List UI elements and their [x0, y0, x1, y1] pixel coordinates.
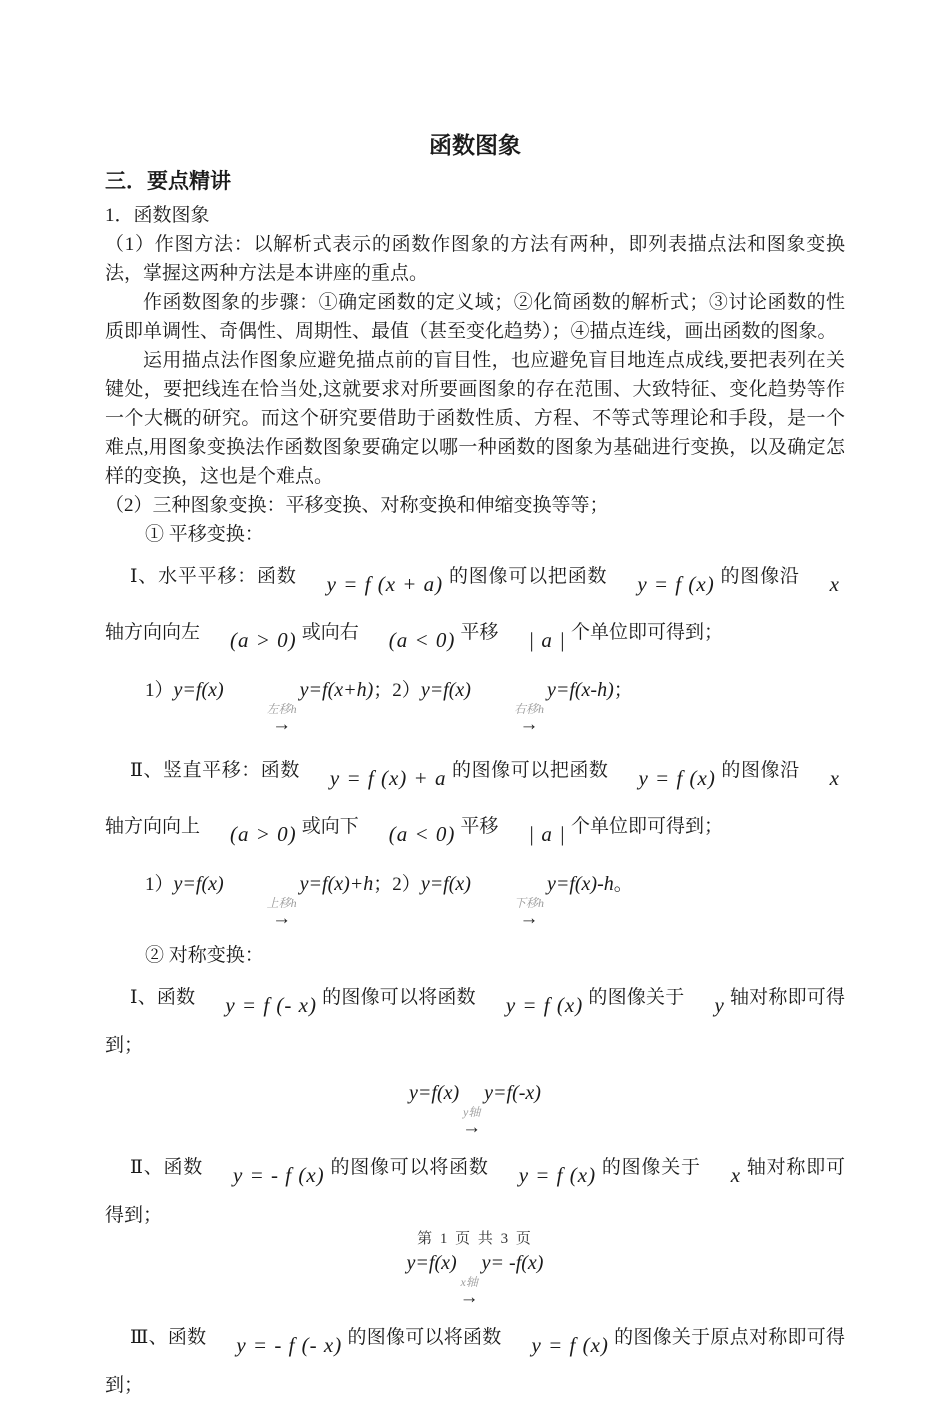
text-run: 的图像关于原点对称即可得到；: [105, 1327, 845, 1396]
text-run: Ⅰ、水平平移：函数: [130, 566, 297, 587]
math-y-equals-f-x: y=f(x): [406, 1252, 457, 1274]
rule-horizontal-shift: [105, 675, 845, 733]
math-y-equals-f-x: y=f(x): [173, 679, 224, 701]
rule-separator: ；2）: [373, 680, 421, 701]
math-x-axis-var: x: [730, 1163, 742, 1187]
list-item-function-graph: 1．函数图象: [105, 205, 210, 226]
math-y-equals-f-x-minus-h-outside: y=f(x)-h: [546, 873, 614, 895]
text-run: Ⅲ、函数: [130, 1327, 207, 1348]
math-y-axis-var: y: [714, 993, 725, 1017]
rule-number: 1）: [145, 874, 174, 895]
text-run: 的图像沿: [719, 566, 800, 587]
text-run: 平移: [460, 816, 499, 837]
text-run: 轴对称即可得到；: [105, 1157, 845, 1226]
math-y-equals-f-x: y = f (x): [637, 572, 715, 596]
rule-reflect-y-axis: [105, 1078, 845, 1136]
text-run: 的图像沿: [720, 760, 800, 781]
paragraph-plotting-advice: 运用描点法作图象应避免描点前的盲目性，也应避免盲目地连点成线,要把表列在关键处，要把线连在恰当处,这就要求对所要画图象的存在范围、大致特征、变化趋势等作一个大概的研究。而这个研究要借助于函数性质、方程、不等式等理论和手段，是一个难点,用图象变换法作函数图象要确定以哪一种函数的图象为基础进行变换，以及确定怎样的变换，这也是个难点。: [105, 350, 845, 487]
right-arrow-icon: →: [272, 714, 292, 735]
math-y-equals-neg-f-x: y= -f(x): [481, 1252, 544, 1274]
paragraph-symmetry-y-axis: [105, 974, 845, 1070]
math-abs-a: | a |: [528, 822, 566, 846]
heading-symmetry-transform: ② 对称变换：: [145, 945, 264, 966]
arrow-label-x-axis: x轴: [460, 1275, 478, 1289]
heading-translation-transform: ① 平移变换：: [145, 524, 264, 545]
text-run: Ⅰ、函数: [130, 987, 196, 1008]
math-y-equals-f-x: y=f(x): [420, 873, 471, 895]
doc-title: 函数图象: [429, 132, 521, 158]
math-y-equals-f-x-plus-h: y=f(x+h): [299, 679, 374, 701]
arrow-y-axis-reflection: [462, 1106, 481, 1136]
text-run: Ⅱ、函数: [130, 1157, 204, 1178]
math-y-equals-f-x: y=f(x): [173, 873, 224, 895]
text-run: 的图像关于: [588, 987, 685, 1008]
rule-number: 1）: [145, 680, 174, 701]
math-y-equals-f-x: y=f(x): [420, 679, 471, 701]
math-y-equals-f-neg-x: y = f (- x): [225, 993, 317, 1017]
math-x-axis-var: x: [829, 572, 840, 596]
arrow-shift-left: [227, 703, 297, 733]
text-run: 个单位即可得到；: [570, 622, 723, 643]
text-run: 轴方向向上: [105, 816, 201, 837]
math-abs-a: | a |: [528, 628, 566, 652]
text-run: 的图像可以将函数: [329, 1157, 489, 1178]
text-run: 的图像可以把函数: [451, 760, 609, 781]
arrow-label-shift-down: 下移h: [513, 896, 544, 910]
arrow-shift-up: [227, 897, 297, 927]
right-arrow-icon: →: [272, 908, 292, 929]
arrow-shift-right: [474, 703, 544, 733]
paragraph-three-transforms: （2）三种图象变换：平移变换、对称变换和伸缩变换等等；: [105, 495, 609, 516]
paragraph-symmetry-x-axis: [105, 1144, 845, 1240]
math-y-equals-neg-f-x: y = - f (x): [233, 1163, 325, 1187]
math-y-equals-f-x-plus-h-outside: y=f(x)+h: [299, 873, 374, 895]
rule-end-punctuation: ；: [613, 680, 633, 701]
text-run: 或向右: [301, 622, 359, 643]
math-a-greater-zero: (a > 0): [230, 822, 297, 846]
arrow-label-shift-up: 上移h: [266, 896, 297, 910]
paragraph-vertical-translation: [105, 743, 845, 855]
text-run: 轴方向向左: [105, 622, 201, 643]
text-run: 轴对称即可得到；: [105, 987, 845, 1056]
text-run: 的图像可以将函数: [321, 987, 476, 1008]
right-arrow-icon: →: [462, 1117, 482, 1138]
arrow-label-shift-right: 右移h: [513, 702, 544, 716]
math-y-equals-neg-f-neg-x: y = - f (- x): [236, 1333, 343, 1357]
page-footer: 第 1 页 共 3 页: [417, 1231, 533, 1247]
math-y-equals-f-x: y = f (x): [518, 1163, 597, 1187]
text-run: 或向下: [301, 816, 359, 837]
arrow-x-axis-reflection: [460, 1276, 479, 1306]
rule-reflect-x-axis: [105, 1248, 845, 1306]
right-arrow-icon: →: [459, 1287, 479, 1308]
math-y-equals-f-x-plus-a: y = f (x + a): [326, 572, 444, 596]
math-a-greater-zero: (a > 0): [230, 628, 297, 652]
math-y-equals-f-x-plus-a-outside: y = f (x) + a: [329, 766, 447, 790]
math-a-less-zero: (a < 0): [388, 822, 456, 846]
arrow-label-shift-left: 左移h: [266, 702, 297, 716]
arrow-label-y-axis: y轴: [463, 1105, 481, 1119]
text-run: 平移: [460, 622, 499, 643]
text-run: Ⅱ、竖直平移：函数: [130, 760, 300, 781]
text-run: 的图像可以把函数: [448, 566, 608, 587]
text-run: 个单位即可得到；: [570, 816, 723, 837]
math-y-equals-f-x: y = f (x): [638, 766, 716, 790]
math-y-equals-f-x: y = f (x): [531, 1333, 609, 1357]
math-a-less-zero: (a < 0): [388, 628, 456, 652]
math-y-equals-f-neg-x: y=f(-x): [484, 1082, 541, 1104]
paragraph-drawing-methods: （1）作图方法：以解析式表示的函数作图象的方法有两种，即列表描点法和图象变换法，掌握这两种方法是本讲座的重点。: [105, 234, 845, 284]
math-y-equals-f-x: y=f(x): [409, 1082, 460, 1104]
text-run: 的图像关于: [601, 1157, 701, 1178]
paragraph-horizontal-translation: [105, 549, 845, 661]
math-x-axis-var: x: [829, 766, 840, 790]
math-y-equals-f-x: y = f (x): [505, 993, 584, 1017]
paragraph-symmetry-origin: [105, 1314, 845, 1410]
section-heading: 三．要点精讲: [105, 170, 231, 193]
paragraph-steps: 作函数图象的步骤：①确定函数的定义域；②化简函数的解析式；③讨论函数的性质即单调性、奇偶性、周期性、最值（甚至变化趋势）；④描点连线，画出函数的图象。: [105, 292, 845, 342]
rule-separator: ；2）: [373, 874, 421, 895]
right-arrow-icon: →: [519, 714, 539, 735]
arrow-shift-down: [474, 897, 544, 927]
rule-end-punctuation: 。: [613, 874, 633, 895]
right-arrow-icon: →: [519, 908, 539, 929]
math-y-equals-f-x-minus-h: y=f(x-h): [546, 679, 614, 701]
text-run: 的图像可以将函数: [347, 1327, 502, 1348]
rule-vertical-shift: [105, 869, 845, 927]
